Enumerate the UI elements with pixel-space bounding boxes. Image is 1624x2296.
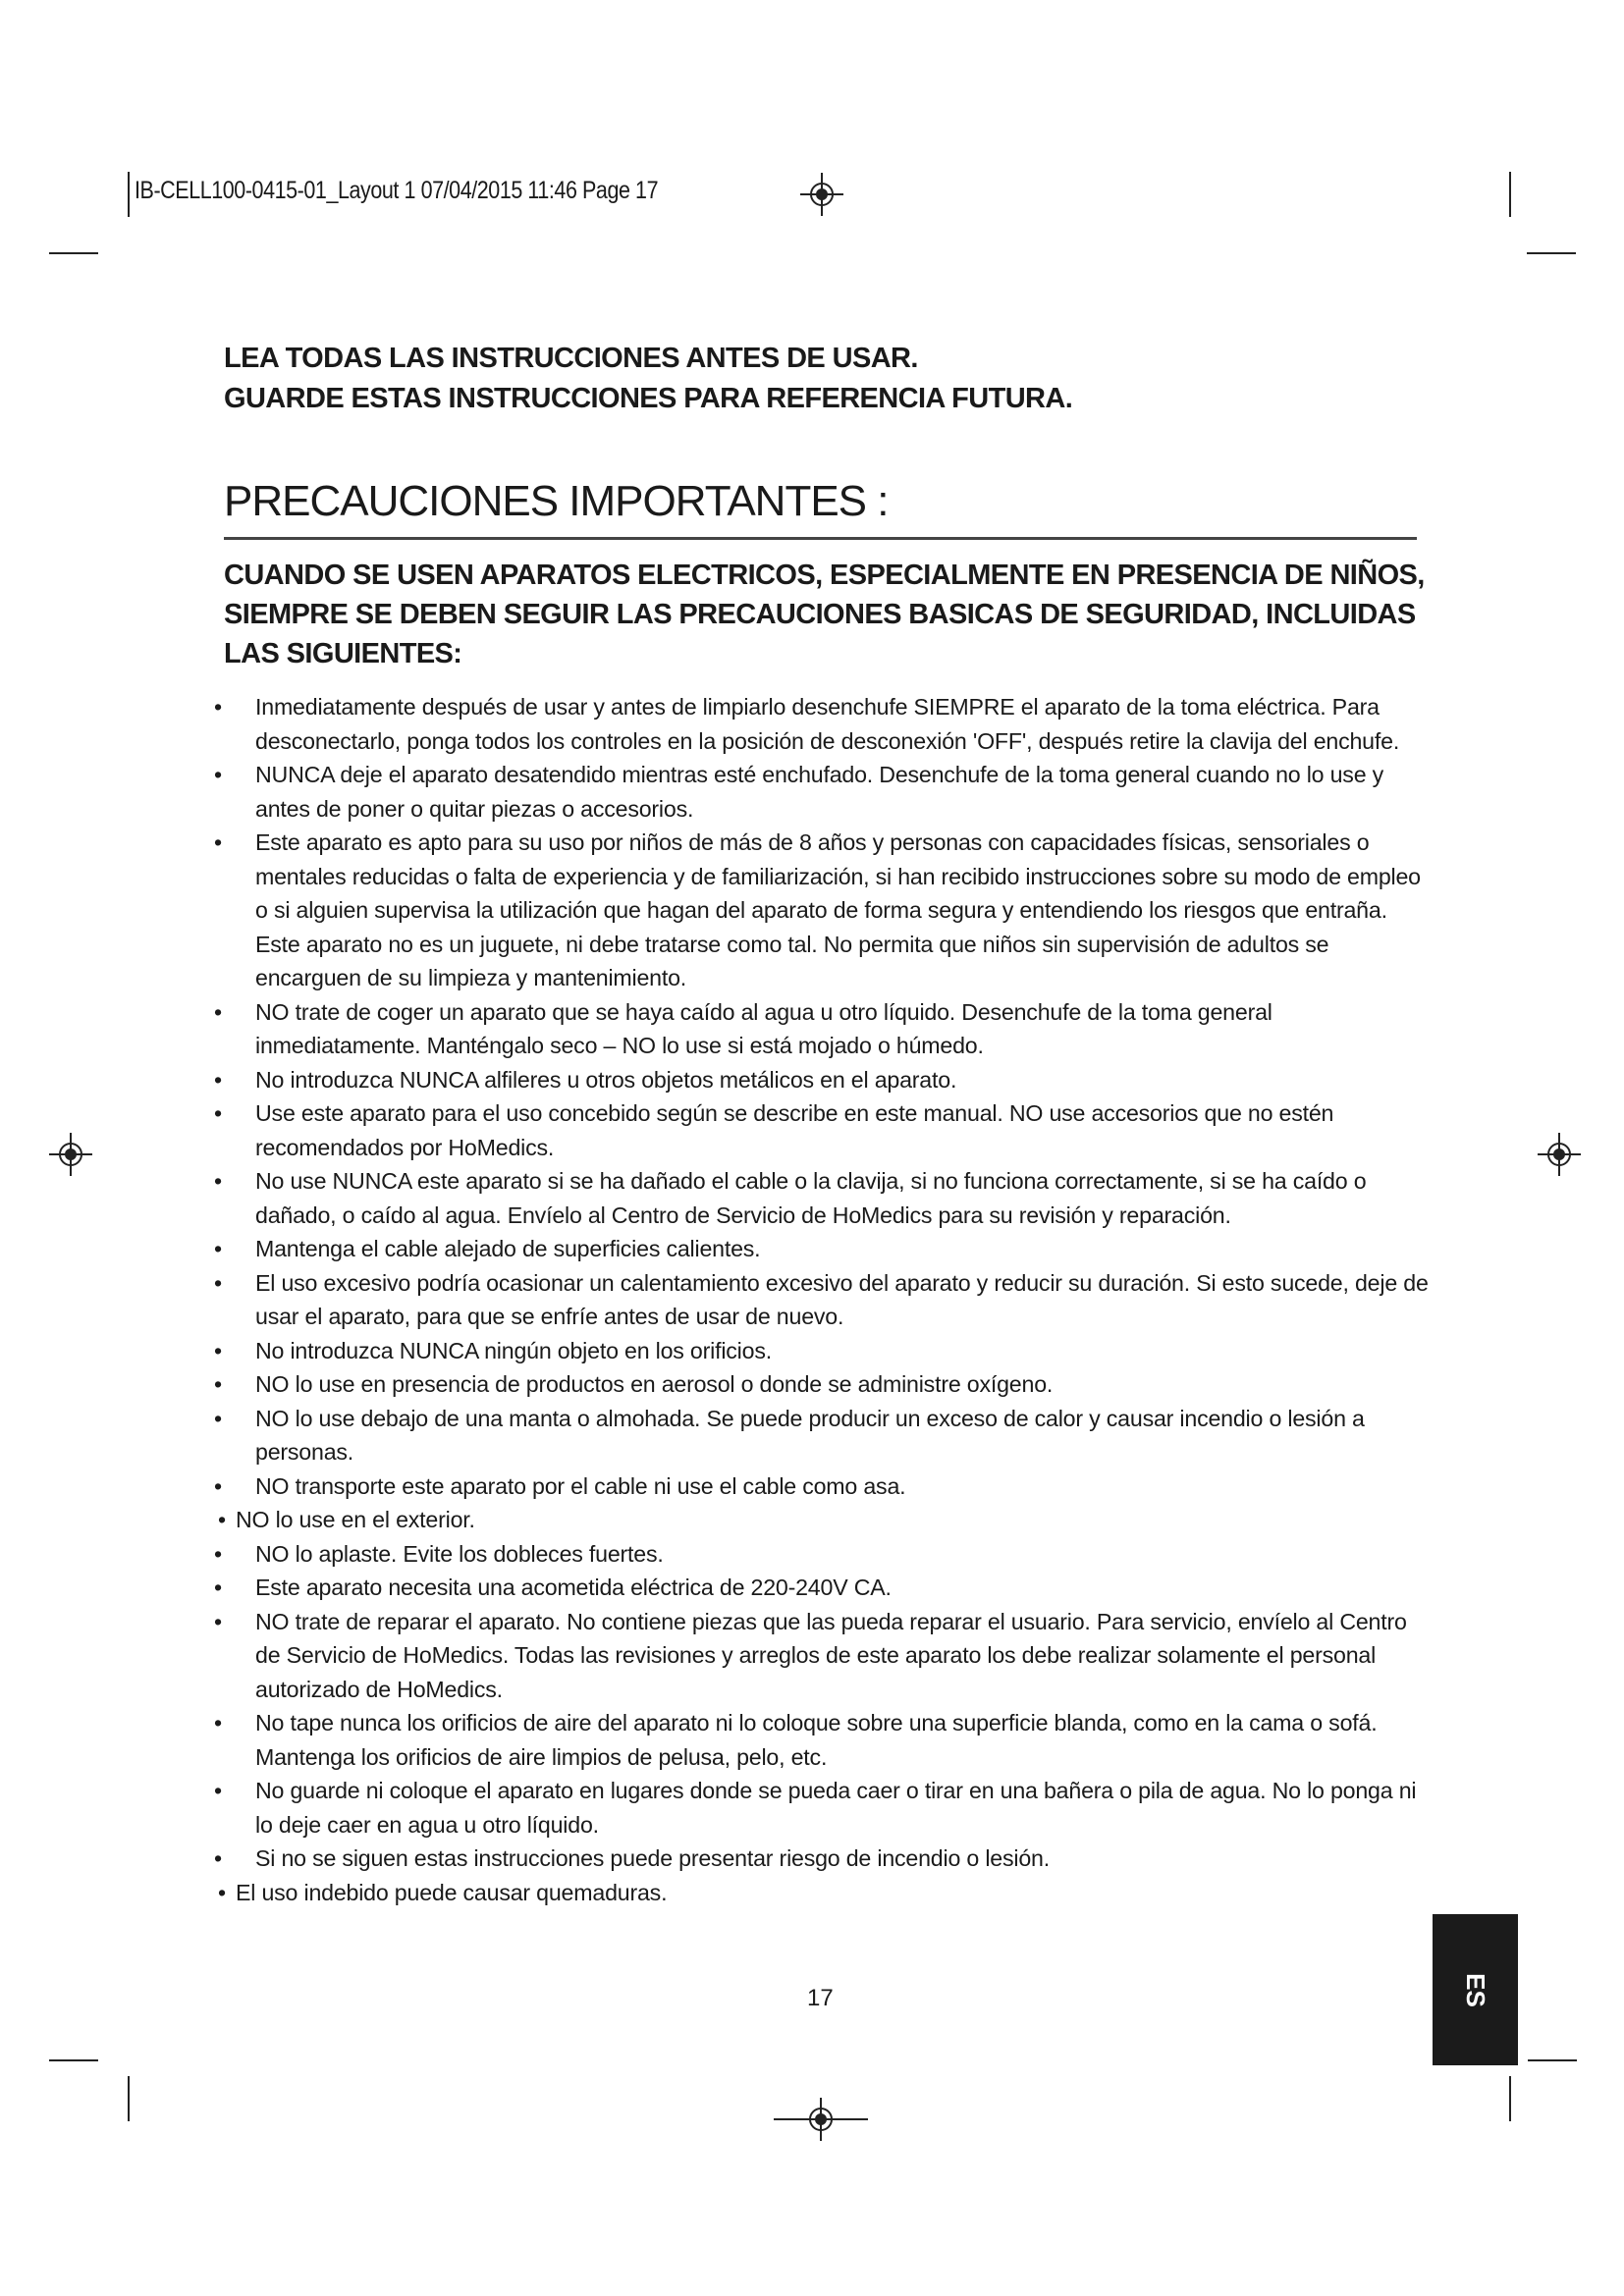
read-instructions-heading (224, 339, 1072, 419)
bullet-icon: • (214, 1845, 222, 1871)
list-item-text: Mantenga el cable alejado de superficies calientes. (255, 1236, 761, 1261)
list-item (214, 1232, 1432, 1266)
bullet-icon: • (214, 998, 222, 1025)
list-item (214, 1402, 1432, 1469)
list-item (214, 995, 1432, 1063)
bullet-icon: • (214, 762, 222, 787)
list-item (214, 1605, 1432, 1707)
list-item (214, 758, 1432, 826)
list-item-text: Este aparato es apto para su uso por niños de más de 8 años y personas con capacidades físicas, sensoriales o mentales reducidas o falta de experiencia y de familiarización, si han recibido instrucciones sobre su modo de empleo o si alguien supervisa la utilización que hagan del aparato de forma segura y entendiendo los riesgos que entraña. Este aparato no es un juguete, ni debe tratarse como tal. No permita que niños sin supervisión de adultos se encarguen de su limpieza y mantenimiento. (255, 829, 1421, 990)
list-item (214, 1334, 1432, 1368)
bullet-icon: • (214, 1575, 222, 1600)
bullet-icon: • (214, 1540, 222, 1567)
list-item-text: Inmediatamente después de usar y antes de limpiarlo desenchufe SIEMPRE el aparato de la toma eléctrica. Para desconectarlo, ponga todos los controles en la posición de desconexión 'OFF', después retire la clavija del enchufe. (255, 694, 1400, 754)
list-item-text: NO lo aplaste. Evite los dobleces fuertes. (255, 1540, 664, 1567)
list-item-text: NO lo use debajo de una manta o almohada. Se puede producir un exceso de calor y causar incendio o lesión a personas. (255, 1405, 1365, 1465)
bullet-icon: • (214, 694, 222, 720)
registration-mark-icon (800, 173, 843, 216)
safety-subheading: CUANDO SE USEN APARATOS ELECTRICOS, ESPECIALMENTE EN PRESENCIA DE NIÑOS, SIEMPRE SE DEBEN SEGUIR LAS PRECAUCIONES BASICAS DE SEGURIDAD, INCLUIDAS LAS SIGUIENTES: (224, 560, 1425, 669)
list-item-text: El uso indebido puede causar quemaduras. (236, 1879, 668, 1905)
bullet-icon: • (214, 1371, 222, 1397)
list-item-text: NO trate de reparar el aparato. No contiene piezas que las pueda reparar el usuario. Para servicio, envíelo al Centro de Servicio de HoMedics. Todas las revisiones y arreglos de este aparato los debe realizar solamente el personal autorizado de HoMedics. (255, 1608, 1407, 1702)
heading-line: GUARDE ESTAS INSTRUCCIONES PARA REFERENCIA FUTURA. (224, 383, 1073, 414)
list-item (214, 1266, 1432, 1334)
crop-mark (1509, 2076, 1511, 2121)
bullet-icon: • (214, 1608, 222, 1634)
crop-mark (49, 2059, 98, 2061)
language-tab-label: ES (1461, 1972, 1490, 2007)
list-item (214, 1096, 1432, 1164)
bullet-icon: • (214, 1337, 222, 1363)
list-item-text: Si no se siguen estas instrucciones puede presentar riesgo de incendio o lesión. (255, 1845, 1050, 1871)
bullet-icon: • (214, 1236, 222, 1261)
list-item (214, 1503, 1432, 1537)
crop-mark (1528, 2059, 1577, 2061)
bullet-icon: • (214, 1066, 222, 1093)
registration-mark-icon (49, 1133, 92, 1176)
bullet-icon: • (214, 1710, 222, 1735)
list-item (214, 1367, 1432, 1402)
list-item-text: NO trate de coger un aparato que se haya caído al agua u otro líquido. Desenchufe de la toma general inmediatamente. Manténgalo seco – NO lo use si está mojado o húmedo. (255, 998, 1272, 1058)
list-item-text: No tape nunca los orificios de aire del aparato ni lo coloque sobre una superficie blanda, como en la cama o sofá. Mantenga los orificios de aire limpios de pelusa, pelo, etc. (255, 1710, 1378, 1770)
list-item (214, 1063, 1432, 1097)
list-item-text: No use NUNCA este aparato si se ha dañado el cable o la clavija, si no funciona correctamente, si se ha caído o dañado, o caído al agua. Envíelo al Centro de Servicio de HoMedics para su revisión y reparación. (255, 1168, 1367, 1228)
bullet-icon: • (214, 829, 222, 855)
list-item (214, 690, 1432, 758)
crop-mark (128, 2076, 130, 2121)
list-item-text: NO lo use en el exterior. (236, 1507, 475, 1532)
heading-line: LEA TODAS LAS INSTRUCCIONES ANTES DE USAR. (224, 343, 918, 374)
list-item (214, 1571, 1432, 1605)
list-item-text: NO transporte este aparato por el cable ni use el cable como asa. (255, 1472, 906, 1499)
page-number: 17 (807, 1985, 834, 2011)
registration-mark-icon (774, 2098, 868, 2141)
print-slug: IB-CELL100-0415-01_Layout 1 07/04/2015 11:46 Page 17 (135, 177, 659, 204)
list-item-text: No introduzca NUNCA ningún objeto en los orificios. (255, 1337, 772, 1363)
crop-mark (1509, 172, 1511, 217)
title-divider (224, 537, 1417, 540)
crop-mark (49, 252, 98, 254)
crop-mark (1527, 252, 1576, 254)
bullet-icon: • (214, 1168, 222, 1194)
list-item (214, 1842, 1432, 1876)
list-item-text: No introduzca NUNCA alfileres u otros objetos metálicos en el aparato. (255, 1066, 957, 1093)
bullet-icon: • (218, 1507, 226, 1532)
list-item (214, 1469, 1432, 1504)
list-item-text: Use este aparato para el uso concebido según se describe en este manual. NO use accesorios que no estén recomendados por HoMedics. (255, 1100, 1334, 1160)
bullet-icon: • (218, 1879, 226, 1905)
bullet-icon: • (214, 1472, 222, 1499)
list-item (214, 826, 1432, 995)
precautions-list (214, 690, 1432, 1909)
list-item-text: NO lo use en presencia de productos en aerosol o donde se administre oxígeno. (255, 1371, 1054, 1397)
list-item (214, 1876, 1432, 1910)
bullet-icon: • (214, 1269, 222, 1296)
list-item-text: Este aparato necesita una acometida eléctrica de 220-240V CA. (255, 1575, 892, 1600)
list-item-text: No guarde ni coloque el aparato en lugares donde se pueda caer o tirar en una bañera o pila de agua. No lo ponga ni lo deje caer en agua u otro líquido. (255, 1778, 1417, 1838)
page-title: PRECAUCIONES IMPORTANTES : (224, 477, 889, 525)
bullet-icon: • (214, 1778, 222, 1803)
list-item-text: El uso excesivo podría ocasionar un calentamiento excesivo del aparato y reducir su duración. Si esto sucede, deje de usar el aparato, para que se enfríe antes de usar de nuevo. (255, 1269, 1429, 1329)
list-item (214, 1774, 1432, 1842)
registration-mark-icon (1538, 1133, 1581, 1176)
language-tab (1433, 1914, 1518, 2065)
list-item (214, 1164, 1432, 1232)
list-item (214, 1706, 1432, 1774)
crop-mark (128, 172, 130, 217)
list-item-text: NUNCA deje el aparato desatendido mientras esté enchufado. Desenchufe de la toma general cuando no lo use y antes de poner o quitar piezas o accesorios. (255, 762, 1384, 822)
bullet-icon: • (214, 1405, 222, 1431)
list-item (214, 1537, 1432, 1572)
bullet-icon: • (214, 1100, 222, 1126)
